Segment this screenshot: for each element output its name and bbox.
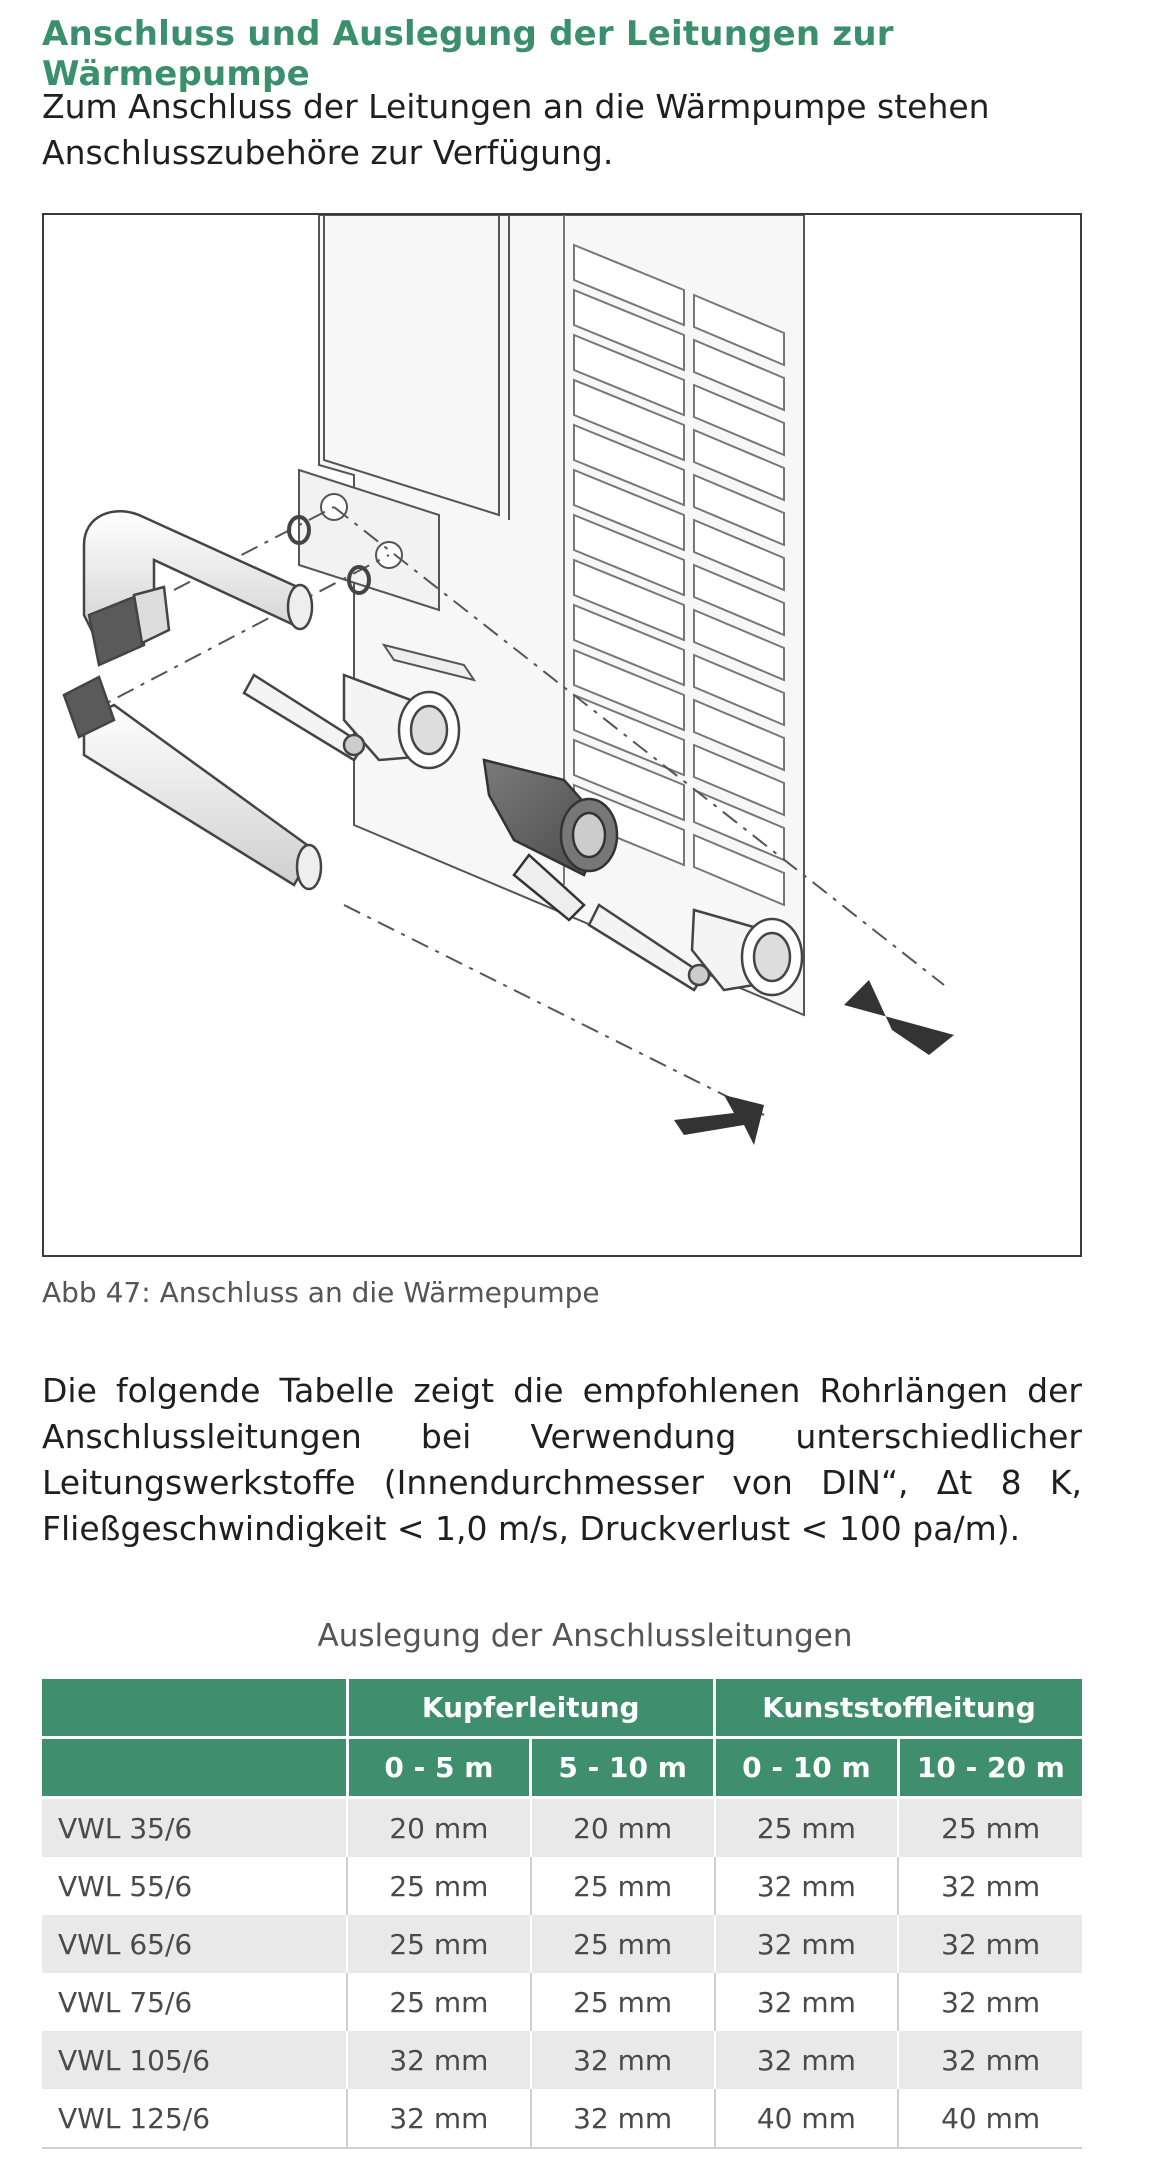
- value-cell: 25 mm: [531, 1915, 715, 1973]
- header-group-plastic: Kunststoffleitung: [715, 1679, 1083, 1738]
- value-cell: 25 mm: [347, 1973, 531, 2031]
- table-intro-paragraph: Die folgende Tabelle zeigt die empfohlenen Rohrlängen der Anschlussleitungen bei Verwendung unterschiedlicher Leitungswerkstoffe (Innendurchmesser von DIN“, Δt 8 K, Fließgeschwindigkeit < 1,0 m/s, Druckverlust < 100 pa/m).: [42, 1371, 1082, 1548]
- pipe-dimension-table: [42, 1679, 1082, 2149]
- value-cell: 40 mm: [898, 2089, 1082, 2148]
- flow-out-arrow-icon: [674, 1095, 764, 1145]
- model-cell: VWL 65/6: [42, 1915, 347, 1973]
- value-cell: 25 mm: [347, 1915, 531, 1973]
- flow-in-arrow-icon: [844, 980, 954, 1055]
- model-cell: VWL 35/6: [42, 1798, 347, 1858]
- header-range: 0 - 10 m: [715, 1738, 899, 1798]
- table-row: [42, 1857, 1082, 1915]
- value-cell: 32 mm: [898, 1915, 1082, 1973]
- value-cell: 32 mm: [531, 2089, 715, 2148]
- value-cell: 32 mm: [715, 2031, 899, 2089]
- connection-illustration: [44, 215, 1080, 1255]
- connection-figure: [42, 213, 1082, 1257]
- value-cell: 32 mm: [715, 1857, 899, 1915]
- ball-valve-icon: [589, 905, 802, 995]
- section-heading: Anschluss und Auslegung der Leitungen zur Wärmepumpe: [42, 14, 894, 94]
- table-row: [42, 1915, 1082, 1973]
- value-cell: 20 mm: [347, 1798, 531, 1858]
- value-cell: 25 mm: [715, 1798, 899, 1858]
- figure-caption: Abb 47: Anschluss an die Wärmepumpe: [42, 1276, 600, 1309]
- value-cell: 25 mm: [347, 1857, 531, 1915]
- value-cell: 40 mm: [715, 2089, 899, 2148]
- value-cell: 32 mm: [898, 2031, 1082, 2089]
- model-cell: VWL 75/6: [42, 1973, 347, 2031]
- header-range: 10 - 20 m: [898, 1738, 1082, 1798]
- pipe-elbow-icon: [84, 511, 312, 665]
- table-row: [42, 2089, 1082, 2148]
- value-cell: 20 mm: [531, 1798, 715, 1858]
- header-empty-cell: [42, 1738, 347, 1798]
- model-cell: VWL 55/6: [42, 1857, 347, 1915]
- header-group-copper: Kupferleitung: [347, 1679, 715, 1738]
- value-cell: 32 mm: [531, 2031, 715, 2089]
- header-range: 5 - 10 m: [531, 1738, 715, 1798]
- value-cell: 32 mm: [715, 1973, 899, 2031]
- table-row: [42, 1973, 1082, 2031]
- value-cell: 25 mm: [531, 1973, 715, 2031]
- table-row: [42, 1798, 1082, 1858]
- value-cell: 25 mm: [898, 1798, 1082, 1858]
- value-cell: 32 mm: [347, 2031, 531, 2089]
- value-cell: 32 mm: [898, 1857, 1082, 1915]
- intro-paragraph: Zum Anschluss der Leitungen an die Wärmpumpe stehen Anschlusszubehöre zur Verfügung.: [42, 87, 990, 172]
- model-cell: VWL 105/6: [42, 2031, 347, 2089]
- header-range: 0 - 5 m: [347, 1738, 531, 1798]
- value-cell: 32 mm: [715, 1915, 899, 1973]
- value-cell: 32 mm: [898, 1973, 1082, 2031]
- header-empty-cell: [42, 1679, 347, 1738]
- value-cell: 32 mm: [347, 2089, 531, 2148]
- table-title: Auslegung der Anschlussleitungen: [317, 1618, 853, 1654]
- value-cell: 25 mm: [531, 1857, 715, 1915]
- table-row: [42, 2031, 1082, 2089]
- model-cell: VWL 125/6: [42, 2089, 347, 2148]
